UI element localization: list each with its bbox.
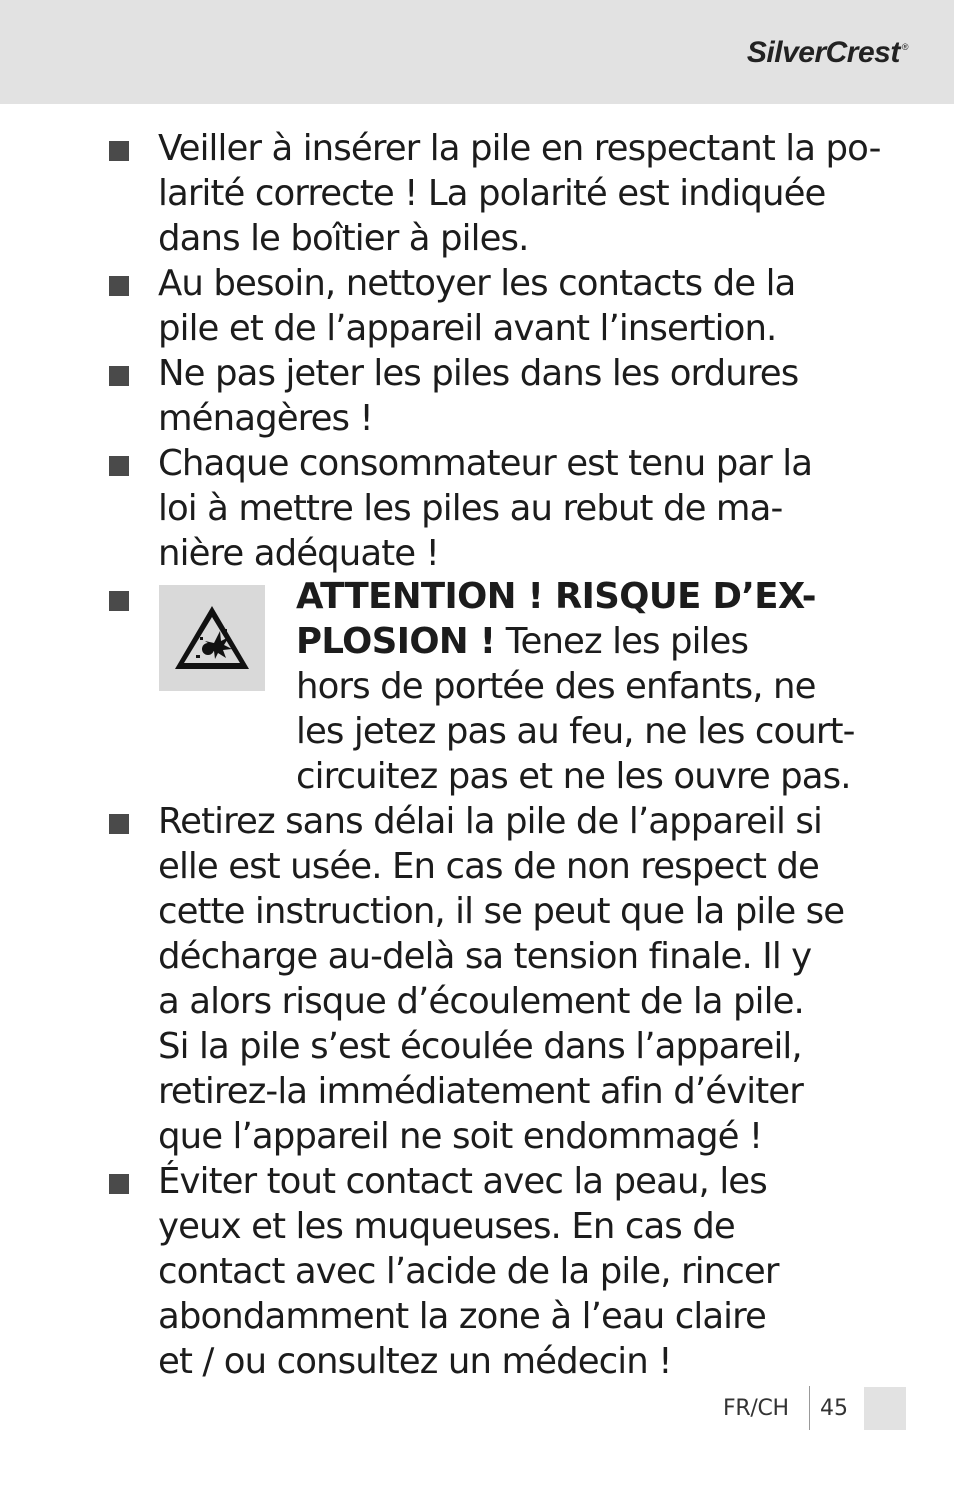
- footer-language: FR/CH: [723, 1396, 789, 1421]
- warning-symbol-box: [159, 585, 265, 691]
- bullet-icon: [109, 276, 129, 296]
- text-line: et / ou consultez un médecin !: [158, 1341, 672, 1382]
- text-line: Chaque consommateur est tenu par la: [158, 443, 813, 484]
- footer-divider: [809, 1386, 810, 1430]
- text-line: Retirez sans délai la pile de l’appareil si: [158, 801, 822, 842]
- page-header: [0, 0, 954, 104]
- text-line: contact avec l’acide de la pile, rincer: [158, 1251, 779, 1292]
- warning-title-line: ATTENTION ! RISQUE D’EX-: [296, 576, 816, 617]
- text-line: loi à mettre les piles au rebut de ma-: [158, 488, 783, 529]
- text-line: hors de portée des enfants, ne: [296, 666, 816, 707]
- text-line: yeux et les muqueuses. En cas de: [158, 1206, 735, 1247]
- brand-logo: SilverCrest ®: [746, 36, 908, 69]
- bullet-icon: [109, 141, 129, 161]
- bullet-icon: [109, 591, 129, 611]
- text-line: cette instruction, il se peut que la pile se: [158, 891, 845, 932]
- text-line: circuitez pas et ne les ouvre pas.: [296, 756, 851, 797]
- text-line: décharge au-delà sa tension finale. Il y: [158, 936, 812, 977]
- bullet-icon: [109, 1174, 129, 1194]
- text-line: Ne pas jeter les piles dans les ordures: [158, 353, 799, 394]
- text-line: que l’appareil ne soit endommagé !: [158, 1116, 763, 1157]
- text-line: nière adéquate !: [158, 533, 439, 574]
- bullet-icon: [109, 814, 129, 834]
- text-line: les jetez pas au feu, ne les court-: [296, 711, 855, 752]
- footer-tab-marker: [864, 1387, 906, 1430]
- text-line: Si la pile s’est écoulée dans l’appareil,: [158, 1026, 802, 1067]
- text-line: [296, 619, 748, 664]
- text-line: Veiller à insérer la pile en respectant la po-: [158, 128, 881, 169]
- page-number: 45: [820, 1396, 848, 1421]
- warning-text-start: Tenez les piles: [495, 621, 749, 662]
- bullet-icon: [109, 456, 129, 476]
- text-line: dans le boîtier à piles.: [158, 218, 529, 259]
- text-line: abondamment la zone à l’eau claire: [158, 1296, 767, 1337]
- text-line: Au besoin, nettoyer les contacts de la: [158, 263, 796, 304]
- warning-title-end: PLOSION !: [296, 621, 496, 662]
- bullet-icon: [109, 366, 129, 386]
- text-line: a alors risque d’écoulement de la pile.: [158, 981, 804, 1022]
- text-line: retirez-la immédiatement afin d’éviter: [158, 1071, 803, 1112]
- text-line: elle est usée. En cas de non respect de: [158, 846, 819, 887]
- explosion-warning-icon: [172, 603, 252, 673]
- text-line: Éviter tout contact avec la peau, les: [158, 1161, 767, 1202]
- text-line: ménagères !: [158, 398, 373, 439]
- text-line: pile et de l’appareil avant l’insertion.: [158, 308, 777, 349]
- text-line: larité correcte ! La polarité est indiquée: [158, 173, 826, 214]
